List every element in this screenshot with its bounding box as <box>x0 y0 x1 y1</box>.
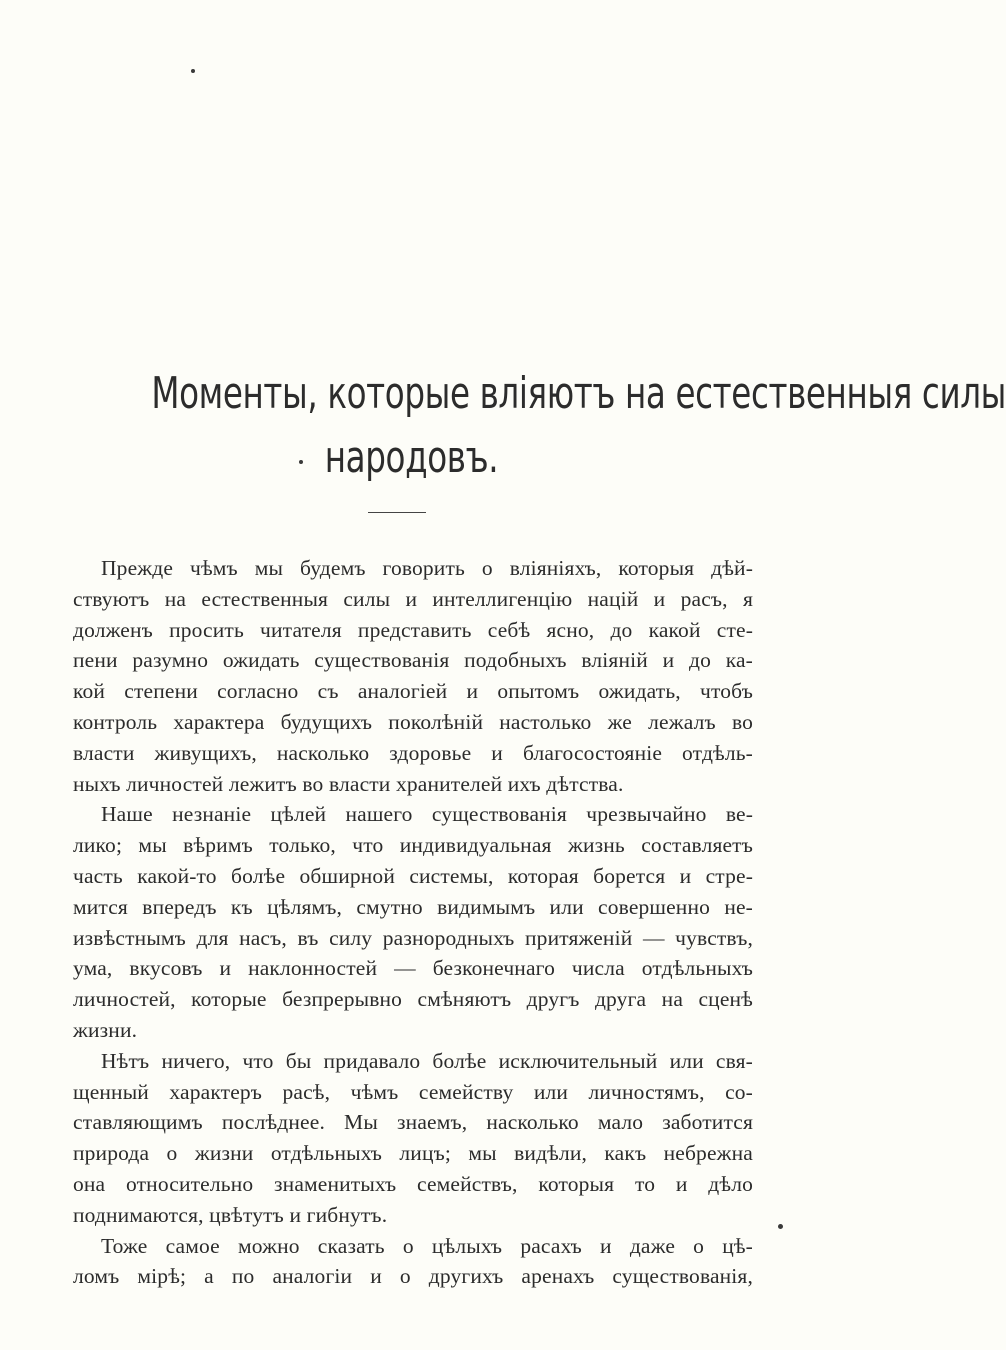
ink-speck <box>778 1224 783 1229</box>
text-line: лико; мы вѣримъ только, что индивидуальная жизнь составляетъ <box>73 833 753 858</box>
body-text <box>73 553 753 1292</box>
text-line: она относительно знаменитыхъ семействъ, которыя то и дѣло <box>73 1171 753 1196</box>
paragraph-3 <box>73 1046 753 1231</box>
text-line: личностей, которые безпрерывно смѣняютъ другъ друга на сценѣ <box>73 987 753 1012</box>
text-line: природа о жизни отдѣльныхъ лицъ; мы видѣли, какъ небрежна <box>73 1141 753 1166</box>
text-line: Тоже самое можно сказать о цѣлыхъ расахъ и даже о цѣ- <box>101 1233 753 1258</box>
text-line: Наше незнаніе цѣлей нашего существованія чрезвычайно ве- <box>101 802 753 827</box>
chapter-title-line-1: Моменты, которые вліяютъ на естественныя силы <box>151 368 1006 419</box>
text-line: жизни. <box>73 1017 138 1042</box>
chapter-title-line-2: народовъ. <box>324 432 499 483</box>
text-line: Прежде чѣмъ мы будемъ говорить о вліяніяхъ, которыя дѣй- <box>101 556 753 580</box>
text-line: извѣстнымъ для насъ, въ силу разнородныхъ притяженій — чувствъ, <box>73 925 753 950</box>
text-line: власти живущихъ, насколько здоровье и благосостояніе отдѣль- <box>73 740 753 765</box>
text-line: ныхъ личностей лежитъ во власти хранителей ихъ дѣтства. <box>73 771 624 796</box>
ink-speck <box>191 69 195 73</box>
chapter-title <box>60 362 1006 490</box>
paragraph-2 <box>73 799 753 1045</box>
text-line: поднимаются, цвѣтутъ и гибнутъ. <box>73 1202 388 1227</box>
text-line: пени разумно ожидать существованія подобныхъ вліяній и до ка- <box>73 648 753 673</box>
text-line: ума, вкусовъ и наклонностей — безконечнаго числа отдѣльныхъ <box>73 956 753 981</box>
title-divider <box>368 512 426 513</box>
text-line: щенный характеръ расѣ, чѣмъ семейству или личностямъ, со- <box>73 1079 753 1104</box>
text-line: долженъ просить читателя представить себѣ ясно, до какой сте- <box>73 617 753 642</box>
paragraph-4 <box>73 1231 753 1293</box>
text-line: ствуютъ на естественныя силы и интеллигенцію націй и расъ, я <box>73 586 753 611</box>
text-line: ставляющимъ послѣднее. Мы знаемъ, насколько мало заботится <box>73 1110 753 1135</box>
text-line: кой степени согласно съ аналогіей и опытомъ ожидать, чтобъ <box>73 679 753 704</box>
paragraph-1 <box>73 553 753 799</box>
text-line: ломъ мірѣ; а по аналогіи и о другихъ аренахъ существованія, <box>73 1264 753 1289</box>
text-line: часть какой-то болѣе обширной системы, которая борется и стре- <box>73 863 753 888</box>
text-line: мится впередъ къ цѣлямъ, смутно видимымъ или совершенно не- <box>73 894 753 919</box>
text-line: Нѣтъ ничего, что бы придавало болѣе исключительный или свя- <box>101 1048 753 1073</box>
text-line: контроль характера будущихъ поколѣній настолько же лежалъ во <box>73 709 753 734</box>
